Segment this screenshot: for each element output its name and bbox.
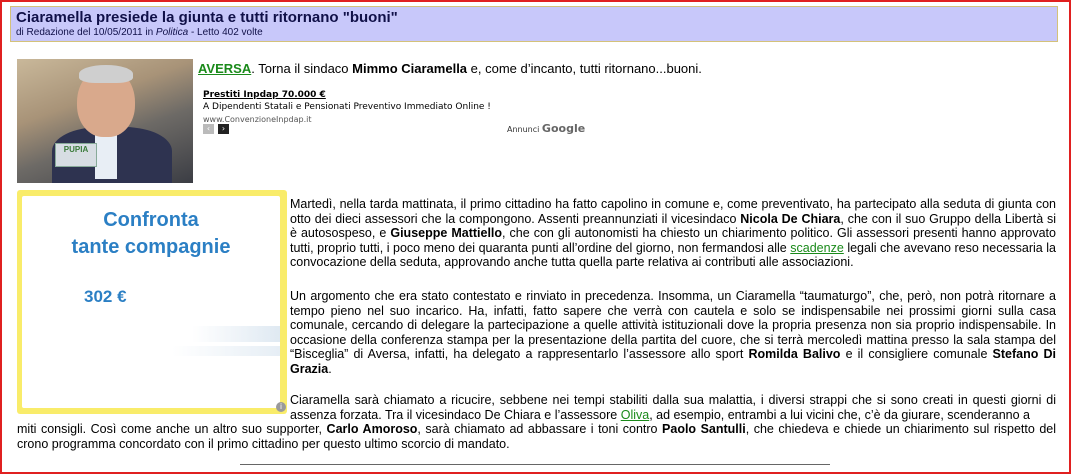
banner-price: 302 € bbox=[84, 287, 127, 306]
category-label: Politica bbox=[155, 27, 189, 38]
p3-text: Ciaramella sarà chiamato a ricucire, sebbene nei tempi stabiliti dalla sua malattia, i diversi strappi che si sono creati in questi giorni di assenza forzata. Tra il vicesindaco De Chiara e l’assessore bbox=[290, 393, 1056, 422]
p1-bold-name: Nicola De Chiara bbox=[740, 211, 841, 226]
intro-name: Mimmo Ciaramella bbox=[352, 61, 468, 76]
insurance-banner-ad[interactable] bbox=[17, 190, 287, 414]
scadenze-link[interactable]: scadenze bbox=[790, 240, 844, 255]
ad-description: A Dipendenti Statali e Pensionati Preventivo Immediato Online ! bbox=[203, 102, 491, 112]
paragraph-3-start bbox=[290, 393, 1056, 422]
google-text-ad bbox=[203, 90, 586, 138]
ad-title-link[interactable]: Prestiti Inpdap 70.000 € bbox=[203, 90, 326, 100]
article-title[interactable]: Ciaramella presiede la giunta e tutti ritornano "buoni" bbox=[16, 9, 398, 26]
oliva-link[interactable]: Oliva bbox=[620, 407, 650, 422]
p1-text: , che con il suo Gruppo della Libertà si è autosospeso, e bbox=[290, 211, 1057, 240]
banner-headline-1: Confronta bbox=[103, 209, 199, 231]
ad-next-arrow-icon[interactable]: › bbox=[218, 124, 229, 134]
paragraph-2 bbox=[290, 289, 1056, 376]
ads-by-google-link[interactable] bbox=[507, 122, 585, 135]
p1-text: , che con gli autonomisti ha chiesto un chiarimento politico. Gli assessori presenti hanno approvato tutti, proprio tutti, i poco meno dei quaranta punti all’ordine del giorno, non fermandosi alle bbox=[290, 226, 1056, 255]
p1-bold-name: Giuseppe Mattiello bbox=[390, 226, 503, 240]
google-logo: Google bbox=[541, 122, 586, 135]
p2-text: . bbox=[328, 361, 332, 376]
p3-text: , sarà chiamato ad abbassare i toni contro bbox=[417, 422, 663, 436]
meta-suffix: - Letto 402 volte bbox=[188, 27, 263, 38]
meta-prefix: di Redazione del 10/05/2011 in bbox=[16, 27, 156, 38]
p2-bold-name: Romilda Balivo bbox=[748, 347, 841, 361]
ad-annunci-label: Annunci bbox=[507, 125, 542, 134]
ad-prev-arrow-icon[interactable]: ‹ bbox=[203, 124, 214, 134]
p2-bold-name: Stefano Di Grazia bbox=[290, 347, 1056, 376]
ad-url[interactable]: www.ConvenzioneInpdap.it bbox=[203, 115, 312, 124]
intro-text-1: . Torna il sindaco bbox=[251, 61, 353, 76]
intro-text-2: e, come d’incanto, tutti ritornano...buoni. bbox=[467, 61, 702, 76]
p1-text: legali che avevano reso necessaria la convocazione della seduta, approvando anche tutta quella parte relativa ai contributi alle associazioni. bbox=[290, 240, 1056, 269]
ad-info-icon[interactable]: i bbox=[276, 402, 286, 412]
photo-hair bbox=[79, 65, 133, 83]
microphone-logo: PUPIA bbox=[55, 143, 97, 167]
article-intro bbox=[198, 61, 702, 76]
p3-text: miti consigli. Così come anche un altro suo supporter, bbox=[17, 422, 327, 436]
p2-text: Un argomento che era stato contestato e rinviato in precedenza. Insomma, un Ciaramella “taumaturgo”, che, però, non potrà ritornare a tempo pieno nel suo incarico. Ha, infatti, fatto sapere che verrà con cautela e solo se indispensabile nei prossimi giorni sulla casa comunale, cercando di delegare la partecipazione a quelle attività istituzionali dove la propria presenza non sia proprio indispensabile. In occasione della conferenza stampa per la presentazione della partita del cuore, che si terrà mercoledì mattina presso la sala stampa del “Bisceglia” di Aversa, infatti, ha delegato a rappresentarlo l’assessore allo sport bbox=[290, 289, 1056, 361]
paragraph-1 bbox=[290, 197, 1056, 270]
article-meta bbox=[16, 27, 263, 38]
p3-text: , che chiedeva e chiede un chiarimento sul rispetto del crono programma concordato con il primo cittadino per questo ultimo scorcio di mandato. bbox=[17, 422, 1057, 451]
article-photo bbox=[17, 59, 193, 183]
article-header bbox=[10, 6, 1058, 42]
p2-text: e il consigliere comunale bbox=[840, 347, 993, 361]
p3-bold-name: Paolo Santulli bbox=[662, 422, 746, 436]
banner-decoration bbox=[192, 326, 280, 342]
p3-bold-name: Carlo Amoroso bbox=[326, 422, 418, 436]
p1-text: Martedì, nella tarda mattinata, il primo cittadino ha fatto capolino in comune e, come preventivato, ha partecipato alla seduta di giunta con otto dei dieci assessori che la compongono. Assenti preannunziati il vicesindaco bbox=[290, 197, 1056, 226]
p3-text: , ad esempio, entrambi a lui vicini che, c’è da giurare, scenderanno a bbox=[649, 407, 1030, 422]
banner-headline-2: tante compagnie bbox=[71, 236, 231, 258]
article-divider bbox=[240, 464, 830, 465]
location-link[interactable]: AVERSA bbox=[198, 61, 252, 76]
paragraph-3-continued bbox=[17, 422, 1056, 451]
banner-decoration bbox=[172, 346, 280, 356]
banner-inner bbox=[22, 196, 280, 408]
